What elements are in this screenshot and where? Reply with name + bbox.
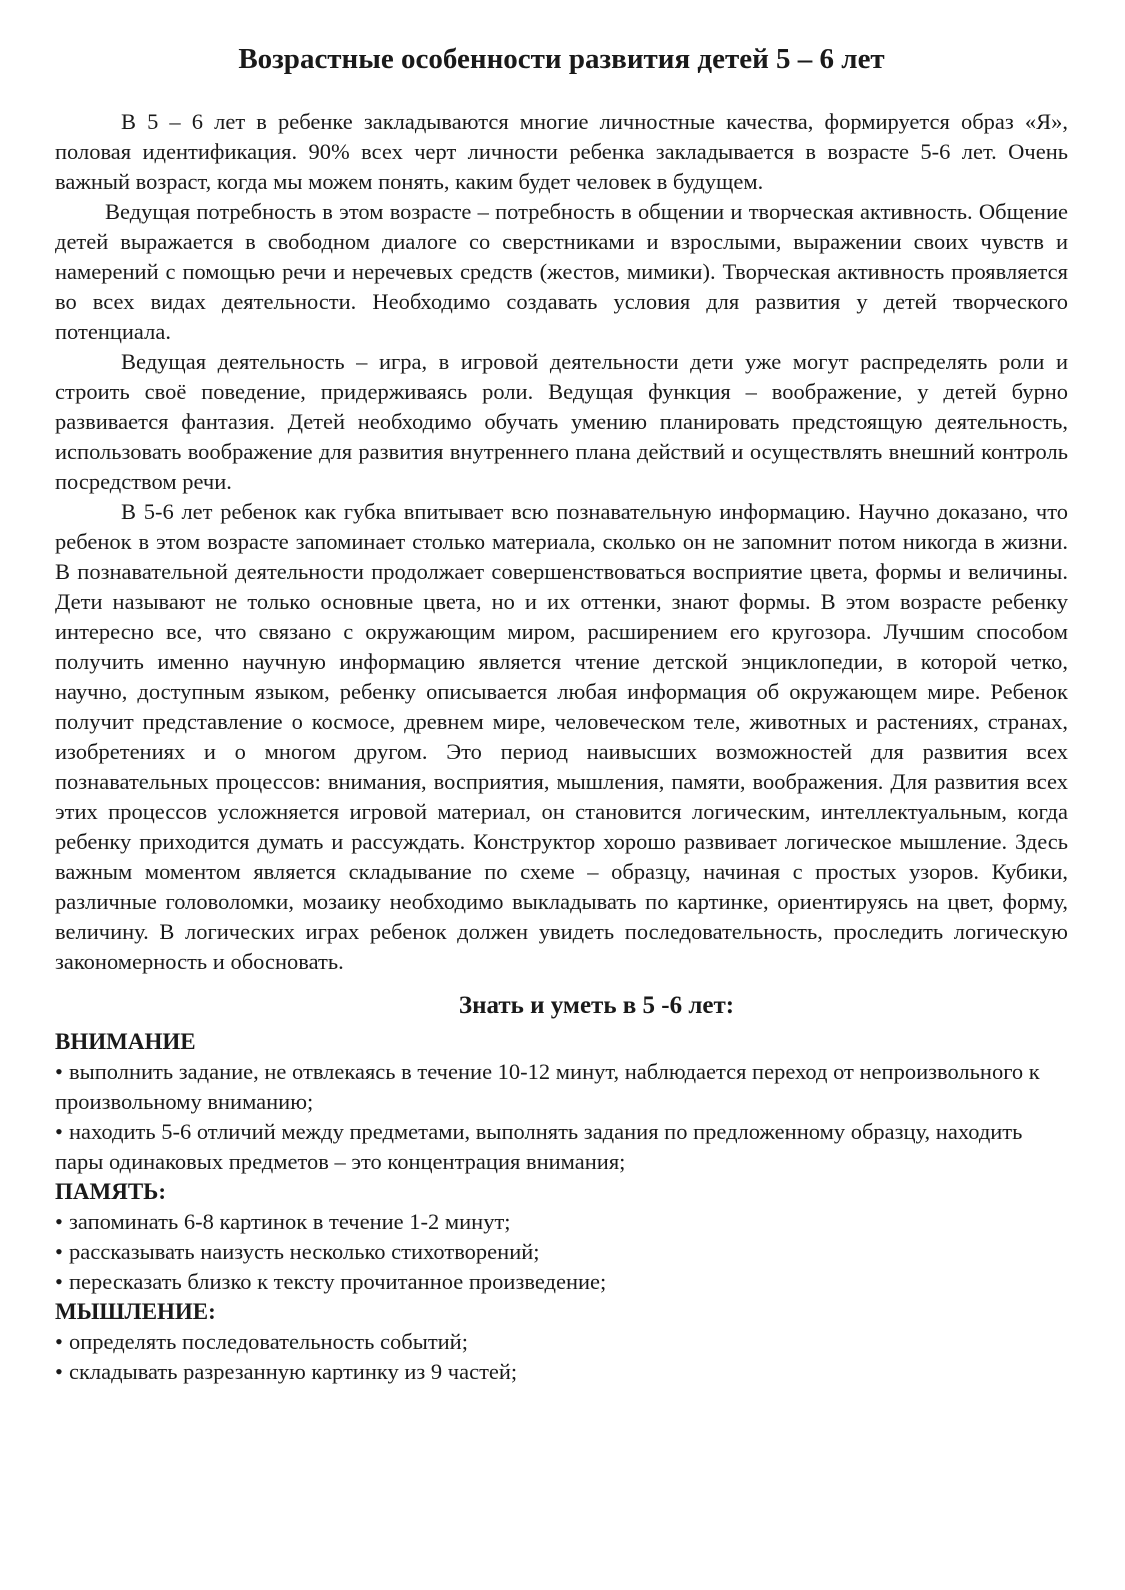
list-item (55, 1237, 1068, 1267)
list-item (55, 1207, 1068, 1237)
section-heading: ПАМЯТЬ: (55, 1178, 167, 1204)
bullet-list (55, 1327, 1068, 1387)
section-attention (55, 1027, 1068, 1177)
list-item (55, 1057, 1068, 1117)
paragraph-personality: В 5 – 6 лет в ребенке закладываются многие личностные качества, формируется образ «Я», половая идентификация. 90% всех черт личности ребенка закладывается в возрасте 5-6 лет. Очень важный возраст, когда мы можем понять, каким будет человек в будущем. (55, 108, 1068, 194)
bullet-icon: • (55, 1118, 63, 1144)
bullet-icon: • (55, 1208, 63, 1234)
skills-subtitle: Знать и уметь в 5 -6 лет: (458, 991, 735, 1019)
list-item-text: складывать разрезанную картинку из 9 частей; (69, 1358, 518, 1384)
bullet-list (55, 1207, 1068, 1297)
bullet-icon: • (55, 1058, 63, 1084)
section-heading: ВНИМАНИЕ (55, 1028, 196, 1054)
bullet-icon: • (55, 1358, 63, 1384)
section-memory (55, 1177, 1068, 1297)
bullet-icon: • (55, 1238, 63, 1264)
paragraph-cognitive: В 5-6 лет ребенок как губка впитывает всю познавательную информацию. Научно доказано, что ребенок в этом возрасте запоминает столько материала, сколько он не запомнит потом никогда в жизни. В познавательной деятельности продолжает совершенствоваться восприятие цвета, формы и величины. Дети называют не только основные цвета, но и их оттенки, знают формы. В этом возрасте ребенку интересно все, что связано с окружающим миром, расширением его кругозора. Лучшим способом получить именно научную информацию является чтение детской энциклопедии, в которой четко, научно, доступным языком, ребенку описывается любая информация об окружающем мире. Ребенок получит представление о космосе, древнем мире, человеческом теле, животных и растениях, странах, изобретениях и о многом другом. Это период наивысших возможностей для развития всех познавательных процессов: внимания, восприятия, мышления, памяти, воображения. Для развития всех этих процессов усложняется игровой материал, он становится логическим, интеллектуальным, когда ребенку приходится думать и рассуждать. Конструктор хорошо развивает логическое мышление. Здесь важным моментом является складывание по схеме – образцу, начиная с простых узоров. Кубики, различные головоломки, мозаику необходимо выкладывать по картинке, ориентируясь на цвет, форму, величину. В логических играх ребенок должен увидеть последовательность, проследить логическую закономерность и обосновать. (55, 498, 1068, 974)
list-item (55, 1267, 1068, 1297)
list-item-text: выполнить задание, не отвлекаясь в течение 10-12 минут, наблюдается переход от непроизвольного к произвольному вниманию; (55, 1058, 1040, 1114)
page-title: Возрастные особенности развития детей 5 – 6 лет (238, 43, 885, 75)
bullet-list (55, 1057, 1068, 1177)
intro-text (55, 107, 1068, 977)
paragraph-leading-activity: Ведущая деятельность – игра, в игровой деятельности дети уже могут распределять роли и строить своё поведение, придерживаясь роли. Ведущая функция – воображение, у детей бурно развивается фантазия. Детей необходимо обучать умению планировать предстоящую деятельность, использовать воображение для развития внутреннего плана действий и осуществлять внешний контроль посредством речи. (55, 348, 1068, 494)
list-item-text: находить 5-6 отличий между предметами, выполнять задания по предложенному образцу, находить пары одинаковых предметов – это концентрация внимания; (55, 1118, 1023, 1174)
list-item-text: рассказывать наизусть несколько стихотворений; (69, 1238, 540, 1264)
list-item (55, 1117, 1068, 1177)
bullet-icon: • (55, 1268, 63, 1294)
paragraph-leading-need: Ведущая потребность в этом возрасте – потребность в общении и творческая активность. Общение детей выражается в свободном диалоге со сверстниками и взрослыми, выражении своих чувств и намерений с помощью речи и неречевых средств (жестов, мимики). Творческая активность проявляется во всех видах деятельности. Необходимо создавать условия для развития у детей творческого потенциала. (55, 198, 1068, 344)
list-item-text: определять последовательность событий; (69, 1328, 468, 1354)
list-item (55, 1357, 1068, 1387)
section-heading: МЫШЛЕНИЕ: (55, 1298, 216, 1324)
section-thinking (55, 1297, 1068, 1387)
bullet-icon: • (55, 1328, 63, 1354)
list-item-text: пересказать близко к тексту прочитанное произведение; (69, 1268, 607, 1294)
list-item-text: запоминать 6-8 картинок в течение 1-2 минут; (69, 1208, 511, 1234)
list-item (55, 1327, 1068, 1357)
